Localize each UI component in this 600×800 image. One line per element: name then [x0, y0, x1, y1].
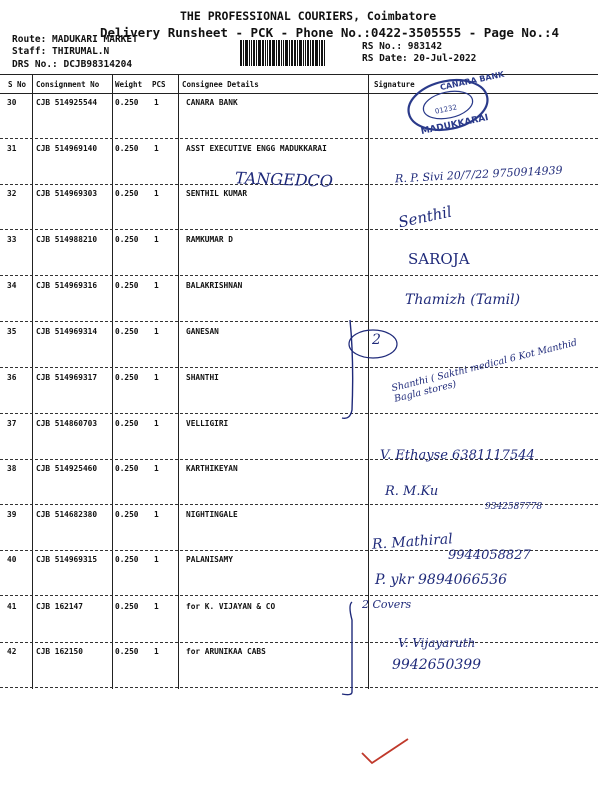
- cell-consignment: CJB 514860703: [36, 419, 98, 428]
- stamp-bottom-text: MADUKKARAI: [420, 112, 490, 138]
- bracket-mark-lower: [340, 600, 400, 700]
- col-header-pcs: PCS: [152, 80, 166, 89]
- runsheet-title: Delivery Runsheet - PCK - Phone No.:0422-3505555 - Page No.:4: [100, 25, 560, 40]
- cell-weight: 0.250: [115, 510, 139, 519]
- cell-weight: 0.250: [115, 144, 139, 153]
- barcode-bar: [312, 40, 314, 66]
- cell-pcs: 1: [154, 419, 159, 428]
- drs-number: DRS No.: DCJB98314204: [12, 59, 133, 70]
- stamp-code: 01232: [434, 103, 458, 116]
- col-divider-consignment: [112, 74, 113, 689]
- cell-details: CANARA BANK: [186, 98, 238, 107]
- cell-details: PALANISAMY: [186, 555, 233, 564]
- cell-consignment: CJB 514969303: [36, 189, 98, 198]
- cell-details: RAMKUMAR D: [186, 235, 233, 244]
- barcode-bar: [249, 40, 250, 66]
- barcode-bar: [319, 40, 320, 66]
- signature-saroja: SAROJA: [408, 250, 470, 268]
- col-header-sno: S No: [8, 80, 27, 89]
- row-divider: [0, 642, 598, 643]
- cell-consignment: CJB 162147: [36, 602, 83, 611]
- cell-weight: 0.250: [115, 189, 139, 198]
- signature-covers: 2 Covers: [362, 598, 412, 611]
- barcode-bar: [305, 40, 306, 66]
- cell-sno: 30: [7, 98, 17, 107]
- cell-consignment: CJB 514969316: [36, 281, 98, 290]
- cell-consignment: CJB 514969314: [36, 327, 98, 336]
- barcode-bar: [240, 40, 242, 66]
- cell-details: BALAKRISHNAN: [186, 281, 243, 290]
- col-header-details: Consignee Details: [182, 80, 259, 89]
- cell-weight: 0.250: [115, 327, 139, 336]
- barcode-bar: [310, 40, 311, 66]
- cell-weight: 0.250: [115, 647, 139, 656]
- cell-weight: 0.250: [115, 464, 139, 473]
- staff-label: Staff: THIRUMAL.N: [12, 46, 110, 57]
- cell-weight: 0.250: [115, 602, 139, 611]
- barcode-bar: [283, 40, 284, 66]
- cell-pcs: 1: [154, 98, 159, 107]
- row-divider: [0, 275, 598, 276]
- barcode-bar: [272, 40, 275, 66]
- table-top-border: [0, 74, 598, 75]
- cell-pcs: 1: [154, 510, 159, 519]
- cell-consignment: CJB 514969317: [36, 373, 98, 382]
- cell-details: for K. VIJAYAN & CO: [186, 602, 276, 611]
- signature-row39: R. Mathiral: [371, 531, 454, 553]
- barcode-bar: [265, 40, 266, 66]
- barcode-bar: [281, 40, 282, 66]
- row-divider: [0, 687, 598, 688]
- barcode-bar: [285, 40, 288, 66]
- row-divider: [0, 595, 598, 596]
- signature-row34: Thamizh (Tamil): [405, 292, 521, 308]
- cell-details: VELLIGIRI: [186, 419, 229, 428]
- cell-pcs: 1: [154, 189, 159, 198]
- cell-consignment: CJB 514988210: [36, 235, 98, 244]
- signature-shanthi: Shanthi ( Sakthi medical 6 Kot Manthid Bagla stores): [390, 337, 579, 405]
- cell-consignment: CJB 514682380: [36, 510, 98, 519]
- cell-weight: 0.250: [115, 419, 139, 428]
- cell-pcs: 1: [154, 602, 159, 611]
- signature-row31: R. P. Sivi 20/7/22 9750914939: [394, 163, 563, 186]
- stamp-top-text: CANARA BANK: [439, 69, 506, 93]
- cell-sno: 33: [7, 235, 17, 244]
- signature-tangedco: TANGEDCO: [234, 168, 334, 191]
- barcode-bar: [258, 40, 261, 66]
- cell-sno: 39: [7, 510, 17, 519]
- barcode: [240, 40, 340, 66]
- barcode-bar: [294, 40, 296, 66]
- barcode-bar: [262, 40, 264, 66]
- cell-pcs: 1: [154, 464, 159, 473]
- cell-weight: 0.250: [115, 98, 139, 107]
- barcode-bar: [303, 40, 304, 66]
- barcode-bar: [321, 40, 323, 66]
- col-divider-weight: [178, 74, 179, 689]
- signature-row38-phone: 9342587778: [485, 502, 543, 512]
- row-divider: [0, 138, 598, 139]
- cell-sno: 42: [7, 647, 17, 656]
- signature-row40: P. ykr 9894066536: [375, 572, 508, 588]
- barcode-bar: [289, 40, 290, 66]
- barcode-bar: [253, 40, 255, 66]
- cell-pcs: 1: [154, 235, 159, 244]
- cell-consignment: CJB 162150: [36, 647, 83, 656]
- barcode-bar: [297, 40, 298, 66]
- barcode-bar: [251, 40, 252, 66]
- col-header-weight: Weight: [115, 80, 143, 89]
- cell-consignment: CJB 514969315: [36, 555, 98, 564]
- barcode-bar: [245, 40, 248, 66]
- row-divider: [0, 229, 598, 230]
- company-name: THE PROFESSIONAL COURIERS, Coimbatore: [180, 9, 437, 23]
- col-header-consignment: Consignment No: [36, 80, 100, 89]
- cell-sno: 34: [7, 281, 17, 290]
- cell-details: NIGHTINGALE: [186, 510, 238, 519]
- signature-row37: V. Ethayse 6381117544: [380, 448, 535, 463]
- cell-weight: 0.250: [115, 373, 139, 382]
- bank-stamp: [400, 69, 506, 138]
- cell-weight: 0.250: [115, 281, 139, 290]
- signature-row35: 2: [372, 332, 381, 348]
- barcode-bar: [324, 40, 325, 66]
- route-label: Route: MADUKARI MARKET: [12, 34, 138, 45]
- cell-sno: 36: [7, 373, 17, 382]
- signature-row41: V. Vijayaruth: [398, 636, 476, 650]
- cell-sno: 40: [7, 555, 17, 564]
- cell-sno: 31: [7, 144, 17, 153]
- cell-sno: 37: [7, 419, 17, 428]
- barcode-bar: [276, 40, 277, 66]
- circled-mark: [345, 325, 405, 365]
- row-divider: [0, 413, 598, 414]
- barcode-bar: [307, 40, 309, 66]
- cell-sno: 38: [7, 464, 17, 473]
- cell-pcs: 1: [154, 144, 159, 153]
- cell-details: KARTHIKEYAN: [186, 464, 238, 473]
- cell-details: for ARUNIKAA CABS: [186, 647, 266, 656]
- cell-sno: 35: [7, 327, 17, 336]
- signature-row42: 9942650399: [392, 657, 482, 673]
- cell-sno: 41: [7, 602, 17, 611]
- barcode-bar: [269, 40, 271, 66]
- signature-row38: R. M.Ku: [385, 484, 439, 499]
- cell-pcs: 1: [154, 647, 159, 656]
- cell-weight: 0.250: [115, 555, 139, 564]
- cell-details: SHANTHI: [186, 373, 219, 382]
- cell-details: SENTHIL KUMAR: [186, 189, 248, 198]
- signature-row39-phone: 9944058827: [448, 548, 531, 563]
- signature-senthil: Senthil: [396, 202, 454, 232]
- cell-consignment: CJB 514925544: [36, 98, 98, 107]
- cell-pcs: 1: [154, 555, 159, 564]
- row-divider: [0, 321, 598, 322]
- cell-weight: 0.250: [115, 235, 139, 244]
- barcode-bar: [278, 40, 280, 66]
- cell-pcs: 1: [154, 281, 159, 290]
- rs-number: RS No.: 983142: [362, 41, 443, 52]
- header-bottom-border: [0, 93, 598, 94]
- cell-details: GANESAN: [186, 327, 219, 336]
- cell-consignment: CJB 514969140: [36, 144, 98, 153]
- check-mark: [358, 735, 418, 775]
- barcode-bar: [291, 40, 293, 66]
- barcode-bar: [256, 40, 257, 66]
- cell-sno: 32: [7, 189, 17, 198]
- cell-pcs: 1: [154, 373, 159, 382]
- barcode-bar: [299, 40, 302, 66]
- barcode-bar: [267, 40, 268, 66]
- rs-date: RS Date: 20-Jul-2022: [362, 53, 477, 64]
- barcode-bar: [315, 40, 318, 66]
- cell-pcs: 1: [154, 327, 159, 336]
- cell-details: ASST EXECUTIVE ENGG MADUKKARAI: [186, 144, 327, 153]
- cell-consignment: CJB 514925460: [36, 464, 98, 473]
- barcode-bar: [243, 40, 244, 66]
- col-divider-sno: [32, 74, 33, 689]
- col-header-signature: Signature: [374, 80, 415, 89]
